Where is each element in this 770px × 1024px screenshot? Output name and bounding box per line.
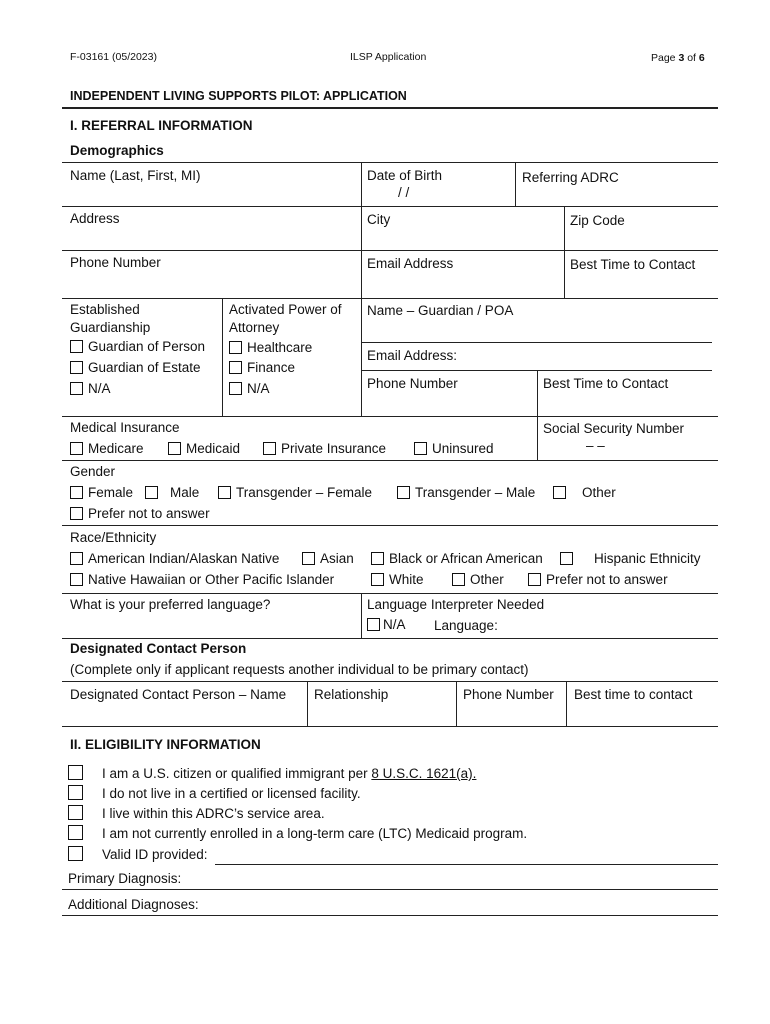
row-rule [62, 889, 718, 890]
eligibility-item-ltc[interactable]: I am not currently enrolled in a long-term care (LTC) Medicaid program. [68, 825, 527, 841]
race-white-option[interactable]: White [371, 572, 424, 587]
ssn-field[interactable]: Social Security Number [543, 421, 685, 436]
checkbox[interactable] [68, 805, 83, 820]
best-time-field[interactable]: Best Time to Contact [570, 257, 696, 272]
form-number: F-03161 (05/2023) [70, 51, 157, 63]
email-field[interactable]: Email Address [367, 256, 454, 271]
checkbox[interactable] [367, 618, 380, 631]
page-of: of [687, 52, 696, 64]
ins-uninsured-option[interactable]: Uninsured [414, 441, 494, 456]
checkbox[interactable] [229, 361, 242, 374]
page-number: 3 [678, 52, 685, 64]
row-rule [62, 915, 718, 916]
race-american-indian-option[interactable]: American Indian/Alaskan Native [70, 551, 279, 566]
poa-healthcare-option[interactable]: Healthcare [229, 340, 312, 355]
checkbox[interactable] [560, 552, 573, 565]
col-rule [361, 593, 362, 638]
checkbox[interactable] [68, 825, 83, 840]
referring-adrc-field[interactable]: Referring ADRC [522, 170, 619, 185]
col-rule [307, 681, 308, 726]
checkbox[interactable] [229, 341, 242, 354]
page-label: Page [651, 52, 676, 64]
guardian-na-option[interactable]: N/A [70, 381, 111, 396]
checkbox[interactable] [145, 486, 158, 499]
page-total: 6 [698, 52, 705, 64]
section-referral-heading: I. REFERRAL INFORMATION [70, 118, 253, 133]
row-rule [62, 593, 718, 594]
ins-medicaid-option[interactable]: Medicaid [168, 441, 240, 456]
valid-id-line [215, 864, 718, 865]
page-title: INDEPENDENT LIVING SUPPORTS PILOT: APPLICATION [70, 89, 407, 103]
gender-trans-female-option[interactable]: Transgender – Female [218, 485, 372, 500]
eligibility-item-service-area[interactable]: I live within this ADRC’s service area. [68, 805, 325, 821]
dob-slashes: / / [398, 185, 410, 200]
race-prefer-option[interactable]: Prefer not to answer [528, 572, 668, 587]
gender-trans-male-option[interactable]: Transgender – Male [397, 485, 535, 500]
usc-link[interactable]: 8 U.S.C. 1621(a). [371, 766, 477, 781]
col-rule [361, 250, 362, 416]
checkbox[interactable] [371, 552, 384, 565]
row-rule [62, 460, 718, 461]
dob-field[interactable]: Date of Birth [367, 168, 443, 183]
checkbox[interactable] [452, 573, 465, 586]
designated-contact-heading: Designated Contact Person [70, 641, 247, 656]
row-rule [361, 342, 712, 343]
section-eligibility-heading: II. ELIGIBILITY INFORMATION [70, 737, 261, 752]
race-label: Race/Ethnicity [70, 530, 157, 545]
city-field[interactable]: City [367, 212, 391, 227]
guardian-email-field[interactable]: Email Address: [367, 348, 458, 363]
race-asian-option[interactable]: Asian [302, 551, 354, 566]
ssn-dashes: – – [586, 438, 605, 453]
row-rule [62, 162, 718, 163]
row-rule [62, 206, 718, 207]
guardian-person-option[interactable]: Guardian of Person [70, 339, 205, 354]
zip-field[interactable]: Zip Code [570, 213, 625, 228]
race-hispanic-option[interactable]: Hispanic Ethnicity [560, 551, 701, 566]
checkbox[interactable] [414, 442, 427, 455]
ins-medicare-option[interactable]: Medicare [70, 441, 144, 456]
checkbox[interactable] [229, 382, 242, 395]
address-field[interactable]: Address [70, 211, 120, 226]
row-rule [62, 638, 718, 639]
row-rule [62, 726, 718, 727]
checkbox[interactable] [371, 573, 384, 586]
col-rule [537, 370, 538, 460]
guardianship-label: Established Guardianship [70, 302, 151, 335]
row-rule [62, 681, 718, 682]
poa-na-option[interactable]: N/A [229, 381, 270, 396]
interp-na-option[interactable]: N/A [367, 617, 406, 632]
page-indicator [651, 52, 705, 64]
title-rule [62, 107, 718, 109]
ins-private-option[interactable]: Private Insurance [263, 441, 386, 456]
checkbox[interactable] [70, 573, 83, 586]
medical-insurance-label: Medical Insurance [70, 420, 180, 435]
eligibility-item-facility[interactable]: I do not live in a certified or licensed facility. [68, 785, 361, 801]
checkbox[interactable] [218, 486, 231, 499]
checkbox[interactable] [68, 785, 83, 800]
row-rule [62, 298, 718, 299]
checkbox[interactable] [70, 507, 83, 520]
row-rule [62, 525, 718, 526]
col-rule [456, 681, 457, 726]
checkbox[interactable] [528, 573, 541, 586]
gender-label: Gender [70, 464, 116, 479]
form-name: ILSP Application [350, 51, 427, 63]
gender-male-option[interactable]: Male [145, 485, 199, 500]
guardian-estate-option[interactable]: Guardian of Estate [70, 360, 201, 375]
guardian-name-field[interactable]: Name – Guardian / POA [367, 303, 514, 318]
interp-language-field[interactable]: Language: [434, 618, 498, 633]
dc-name-field[interactable]: Designated Contact Person – Name [70, 687, 287, 702]
checkbox[interactable] [70, 382, 83, 395]
row-rule [62, 250, 718, 251]
checkbox[interactable] [70, 361, 83, 374]
gender-prefer-option[interactable]: Prefer not to answer [70, 506, 210, 521]
checkbox[interactable] [553, 486, 566, 499]
preferred-language-field[interactable]: What is your preferred language? [70, 597, 271, 612]
checkbox[interactable] [168, 442, 181, 455]
checkbox[interactable] [68, 765, 83, 780]
guardian-best-time-field[interactable]: Best Time to Contact [543, 376, 669, 391]
poa-label: Activated Power of Attorney [229, 302, 342, 335]
checkbox[interactable] [397, 486, 410, 499]
eligibility-item-citizen[interactable]: I am a U.S. citizen or qualified immigrant per 8 U.S.C. 1621(a). [68, 765, 476, 781]
primary-diagnosis-field[interactable]: Primary Diagnosis: [68, 871, 182, 886]
checkbox[interactable] [302, 552, 315, 565]
checkbox[interactable] [70, 486, 83, 499]
gender-female-option[interactable]: Female [70, 485, 133, 500]
eligibility-item-valid-id[interactable]: Valid ID provided: [68, 846, 208, 862]
interpreter-label: Language Interpreter Needed [367, 597, 545, 612]
phone-field[interactable]: Phone Number [70, 255, 161, 270]
dc-relationship-field[interactable]: Relationship [314, 687, 389, 702]
name-field[interactable]: Name (Last, First, MI) [70, 168, 201, 183]
col-rule [515, 162, 516, 206]
col-rule [222, 298, 223, 416]
checkbox[interactable] [70, 340, 83, 353]
designated-contact-note: (Complete only if applicant requests another individual to be primary contact) [70, 662, 529, 677]
guardian-phone-field[interactable]: Phone Number [367, 376, 458, 391]
checkbox[interactable] [70, 442, 83, 455]
col-rule [566, 681, 567, 726]
race-other-option[interactable]: Other [452, 572, 504, 587]
gender-other-option[interactable]: Other [553, 485, 616, 500]
col-rule [564, 206, 565, 298]
race-black-option[interactable]: Black or African American [371, 551, 543, 566]
row-rule [62, 416, 718, 417]
checkbox[interactable] [68, 846, 83, 861]
additional-diagnoses-field[interactable]: Additional Diagnoses: [68, 897, 199, 912]
dc-best-time-field[interactable]: Best time to contact [574, 687, 693, 702]
race-hawaiian-option[interactable]: Native Hawaiian or Other Pacific Islander [70, 572, 334, 587]
demographics-heading: Demographics [70, 143, 164, 158]
dc-phone-field[interactable]: Phone Number [463, 687, 554, 702]
checkbox[interactable] [263, 442, 276, 455]
poa-finance-option[interactable]: Finance [229, 360, 295, 375]
checkbox[interactable] [70, 552, 83, 565]
